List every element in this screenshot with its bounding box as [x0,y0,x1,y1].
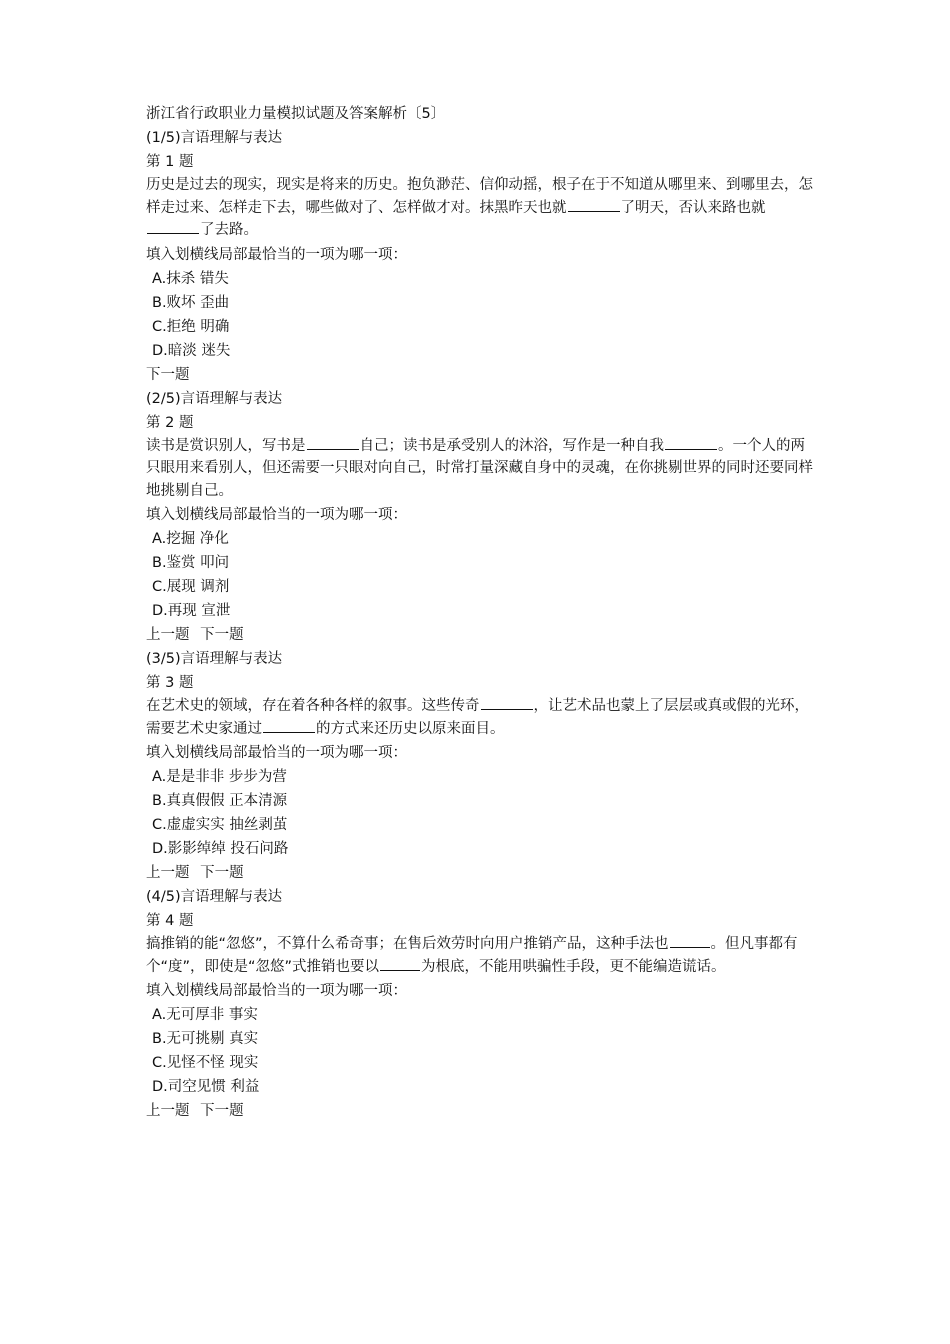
option-a[interactable]: A.挖掘 净化 [152,531,229,547]
option-d[interactable]: D.影影绰绰 投石问路 [152,841,289,857]
answer-blank [147,221,199,234]
option-a[interactable]: A.是是非非 步步为营 [152,769,287,785]
question-instruction: 填入划横线局部最恰当的一项为哪一项： [146,745,407,761]
question-stem: 历史是过去的现实，现实是将来的历史。抱负渺茫、信仰动摇，根子在于不知道从哪里来、到哪里去，怎样走过来、怎样走下去，哪些做对了、怎样做才对。抹黑昨天也就 了明天，否认来路也就了去路。 [146,177,813,238]
question-nav [146,623,814,647]
question-instruction: 填入划横线局部最恰当的一项为哪一项： [146,983,407,999]
prev-question-link[interactable]: 上一题 [146,1103,190,1119]
document-page [146,102,814,1123]
question-nav [146,861,814,885]
answer-blank [665,437,717,450]
section-label: (1/5)言语理解与表达 [146,130,283,146]
option-b[interactable]: B.败坏 歪曲 [152,294,230,311]
answer-blank [307,437,359,450]
question-nav [146,1099,814,1123]
question-number: 第 4 题 [146,913,194,929]
section-label: (2/5)言语理解与表达 [146,390,283,407]
option-c[interactable]: C.见怪不怪 现实 [152,1055,259,1071]
next-question-link[interactable]: 下一题 [200,865,244,881]
option-a[interactable]: A.无可厚非 事实 [152,1007,258,1023]
option-b[interactable]: B.鉴赏 叩问 [152,555,230,571]
question-number: 第 3 题 [146,675,194,691]
question-number: 第 2 题 [146,414,194,431]
question-nav [146,363,814,387]
option-b[interactable]: B.无可挑剔 真实 [152,1031,259,1047]
question-stem: 读书是赏识别人，写书是 自己；读书是承受别人的沐浴，写作是一种自我 。一个人的两只眼用来看别人，但还需要一只眼对向自己，时常打量深藏自身中的灵魂，在你挑剔世界的同时还要同样地挑剔自己。 [146,437,813,499]
question-stem: 在艺术史的领域，存在着各种各样的叙事。这些传奇 ，让艺术品也蒙上了层层或真或假的光环，需要艺术史家通过 的方式来还历史以原来面目。 [146,698,809,737]
next-question-link[interactable]: 下一题 [146,366,190,383]
section-label: (4/5)言语理解与表达 [146,889,283,905]
option-d[interactable]: D.再现 宣泄 [152,603,231,619]
question-1 [146,126,814,387]
question-instruction: 填入划横线局部最恰当的一项为哪一项： [146,246,407,263]
question-2 [146,387,814,648]
question-number: 第 1 题 [146,154,194,170]
next-question-link[interactable]: 下一题 [200,1103,244,1119]
question-stem: 搞推销的能“忽悠”，不算什么希奇事；在售后效劳时向用户推销产品，这种手法也 。但凡事都有个“度”，即使是“忽悠”式推销也要以 为根底，不能用哄骗性手段，更不能编造谎话。 [146,936,798,975]
option-b[interactable]: B.真真假假 正本清源 [152,793,288,809]
prev-question-link[interactable]: 上一题 [146,627,190,643]
answer-blank [263,720,315,733]
option-c[interactable]: C.拒绝 明确 [152,318,230,335]
section-label: (3/5)言语理解与表达 [146,651,283,667]
option-a[interactable]: A.抹杀 错失 [152,270,229,287]
question-3 [146,647,814,885]
option-d[interactable]: D.司空见惯 利益 [152,1079,260,1095]
option-c[interactable]: C.展现 调剂 [152,579,230,595]
answer-blank [380,958,420,971]
answer-blank [481,697,533,710]
prev-question-link[interactable]: 上一题 [146,865,190,881]
option-c[interactable]: C.虚虚实实 抽丝剥茧 [152,817,288,833]
option-d[interactable]: D.暗淡 迷失 [152,342,231,359]
answer-blank [568,199,620,212]
question-4 [146,885,814,1123]
document-title: 浙江省行政职业力量模拟试题及答案解析〔5〕 [146,106,446,122]
question-instruction: 填入划横线局部最恰当的一项为哪一项： [146,507,407,523]
answer-blank [670,935,710,948]
next-question-link[interactable]: 下一题 [200,627,244,643]
